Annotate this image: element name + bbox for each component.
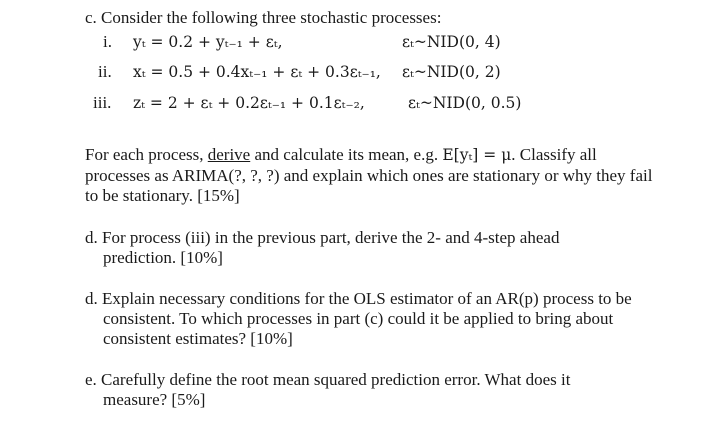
process-ii-equation: xₜ = 0.5 + 0.4xₜ₋₁ + εₜ + 0.3εₜ₋₁, [133, 63, 381, 81]
part-e-line-2: measure? [5%] [103, 390, 206, 409]
part-c-intro: c. Consider the following three stochastic processes: [85, 8, 442, 27]
part-d2-line-1: d. Explain necessary conditions for the OLS estimator of an AR(p) process to be [85, 289, 632, 308]
part-d1-line-2: prediction. [10%] [103, 248, 223, 267]
process-ii-label: ii. [98, 62, 112, 81]
part-d1-line-1: d. For process (iii) in the previous part, derive the 2- and 4-step ahead [85, 228, 560, 247]
part-c-question-text-b: and calculate its mean, e.g. [250, 145, 443, 164]
process-iii-label: iii. [93, 93, 112, 112]
part-c-question-text-a: For each process, [85, 145, 208, 164]
process-i-equation: yₜ = 0.2 + yₜ₋₁ + εₜ, [133, 33, 283, 51]
process-ii-noise: εₜ~NID(0, 2) [402, 63, 501, 81]
derive-underlined: derive [207, 145, 251, 164]
part-c-question-text-c: . Classify all [511, 145, 597, 164]
process-iii-equation: zₜ = 2 + εₜ + 0.2εₜ₋₁ + 0.1εₜ₋₂, [133, 94, 365, 112]
process-i-label: i. [103, 32, 112, 51]
part-e-line-1: e. Carefully define the root mean squared prediction error. What does it [85, 370, 571, 389]
part-c-question-line-3: to be stationary. [15%] [85, 186, 240, 205]
part-c-question-line-1 [85, 145, 597, 165]
process-i-noise: εₜ~NID(0, 4) [402, 33, 501, 51]
part-c-question-line-2: processes as ARIMA(?, ?, ?) and explain which ones are stationary or why they fail [85, 166, 653, 185]
part-d2-line-3: consistent estimates? [10%] [103, 329, 293, 348]
part-d2-line-2: consistent. To which processes in part (c) could it be applied to bring about [103, 309, 614, 328]
process-iii-noise: εₜ~NID(0, 0.5) [408, 94, 522, 112]
mean-expression: E[yₜ] = μ [442, 146, 512, 164]
